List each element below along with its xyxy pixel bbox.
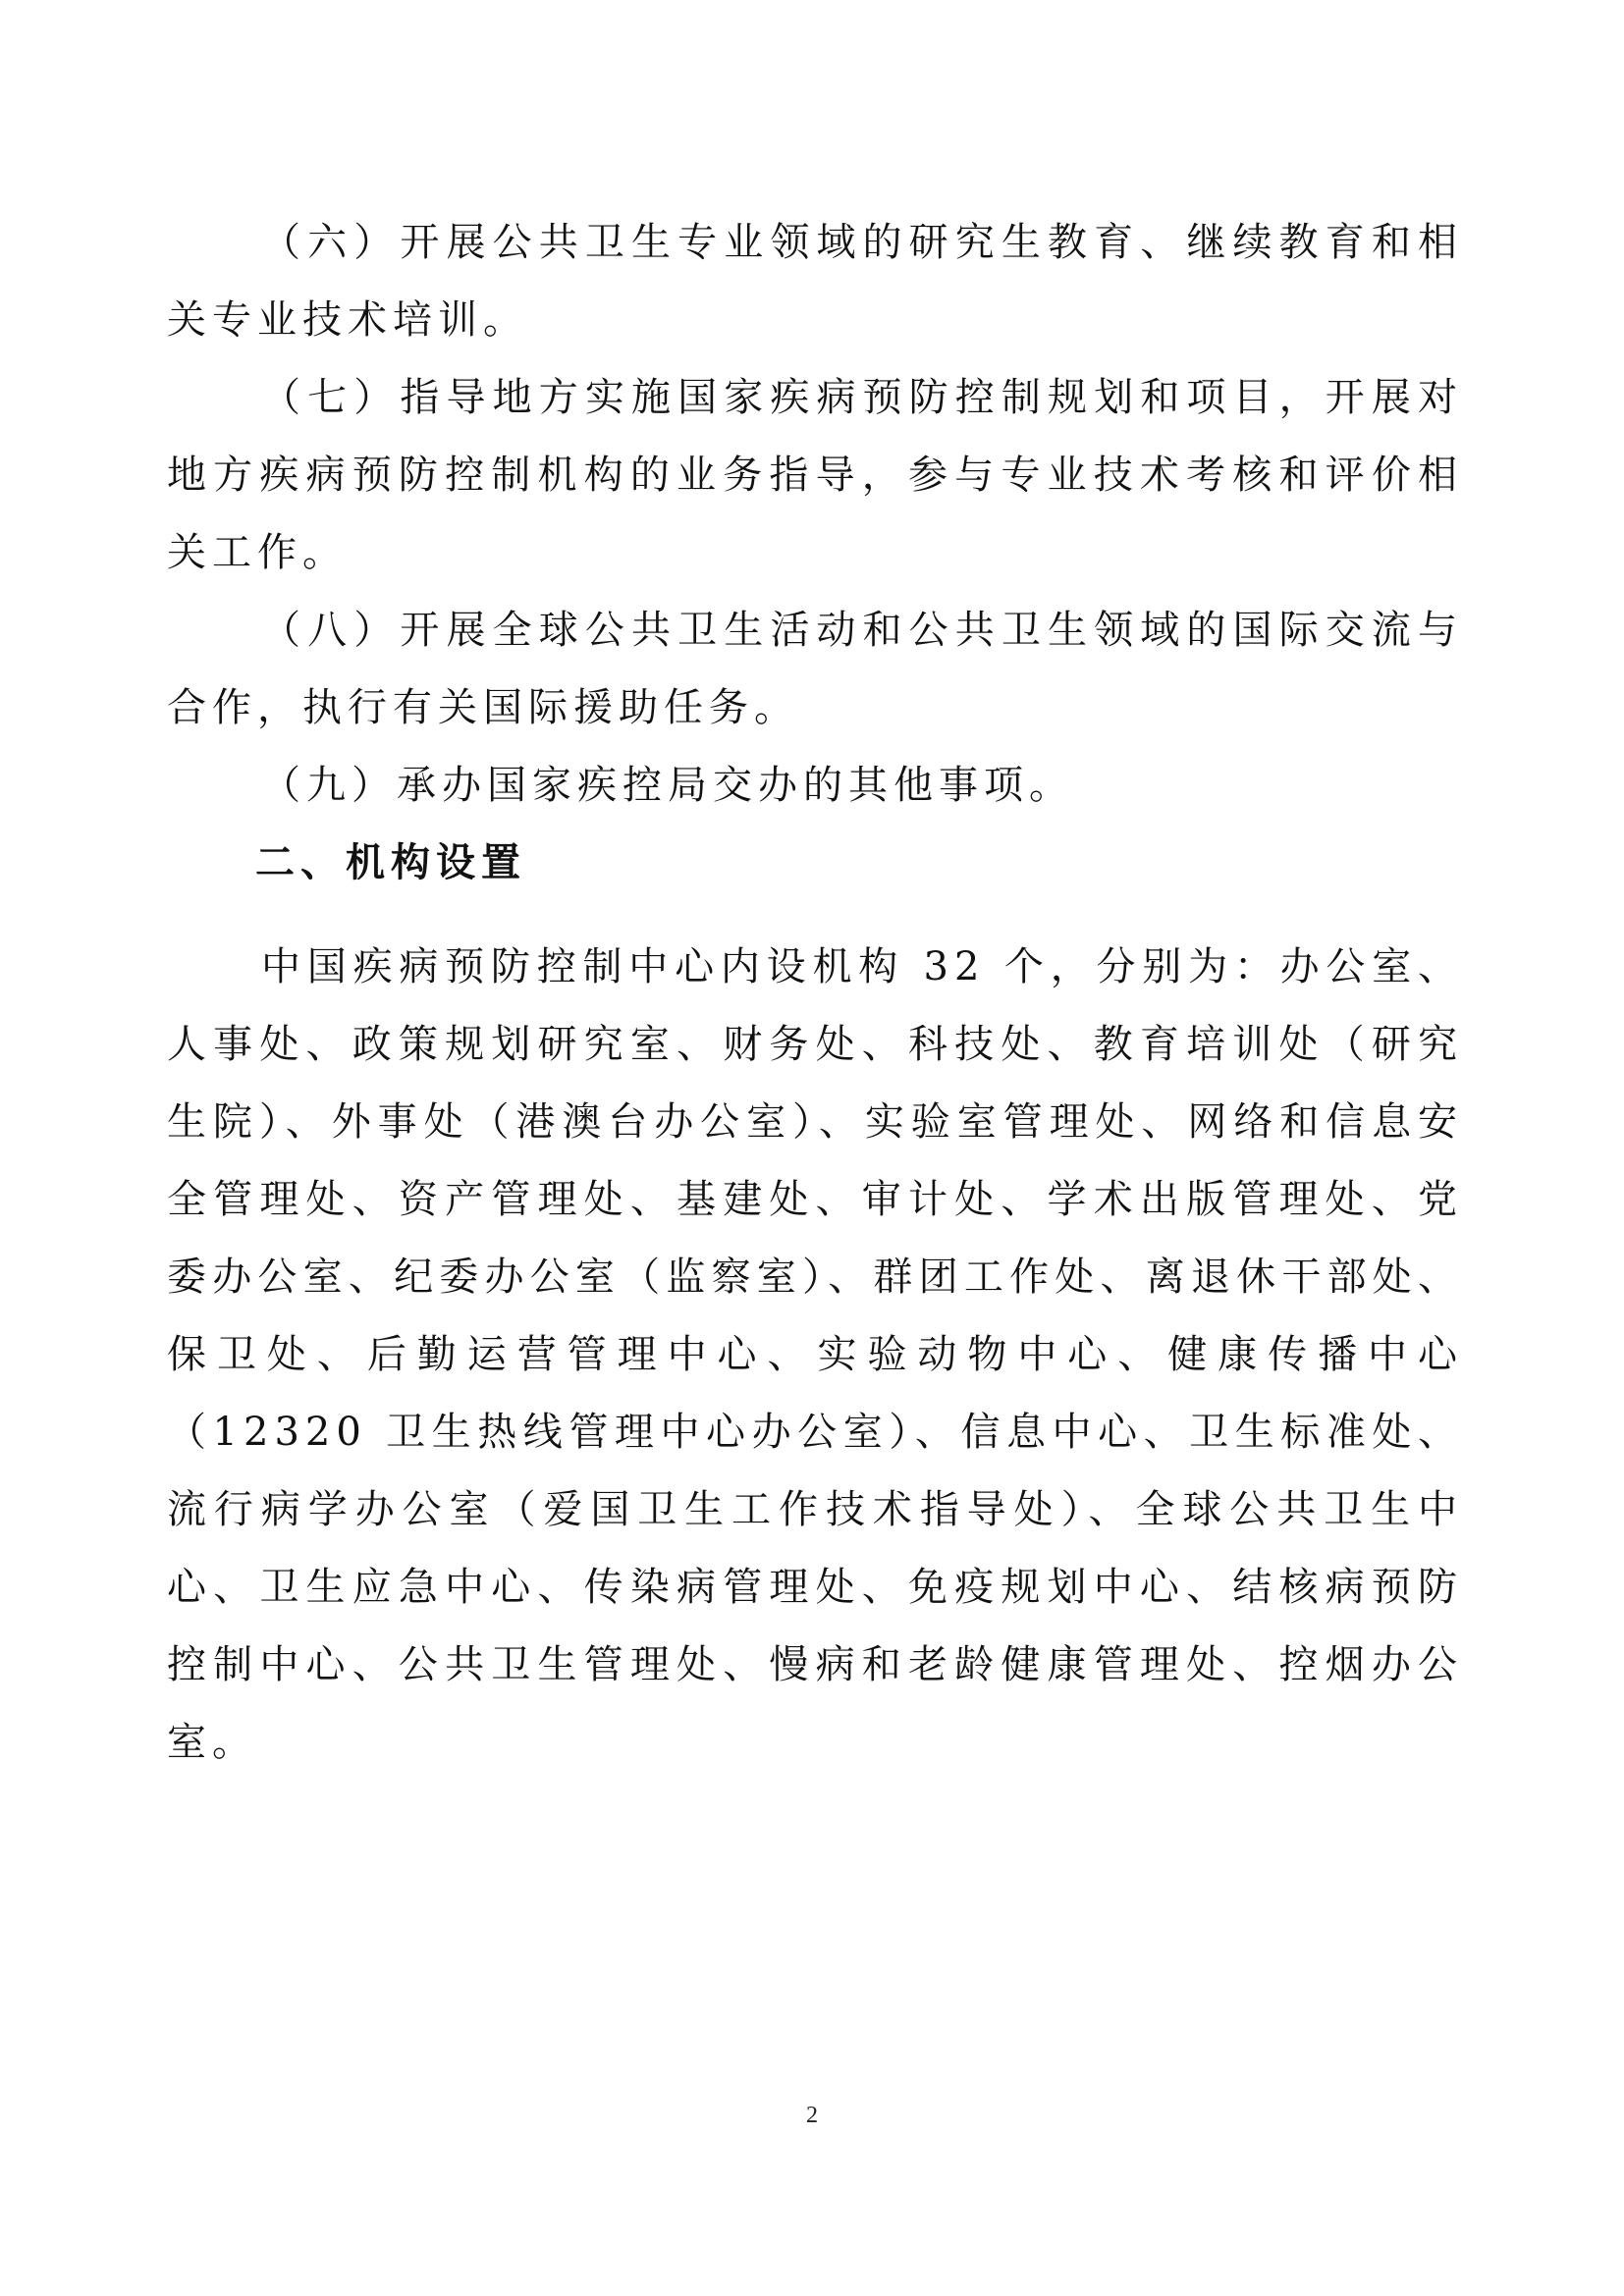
paragraph-item-7: （七）指导地方实施国家疾病预防控制规划和项目，开展对地方疾病预防控制机构的业务指导，参与专业技术考核和评价相关工作。 xyxy=(167,375,1463,575)
document-body xyxy=(167,204,1463,1782)
paragraph-item-6: （六）开展公共卫生专业领域的研究生教育、继续教育和相关专业技术培训。 xyxy=(167,220,1463,343)
page-number: 2 xyxy=(806,2103,818,2128)
section-heading-organization: 二、机构设置 xyxy=(255,840,526,885)
organization-list-paragraph: 中国疾病预防控制中心内设机构 32 个，分别为：办公室、人事处、政策规划研究室、财务处、科技处、教育培训处（研究生院）、外事处（港澳台办公室）、实验室管理处、网络和信息安全管理处、资产管理处、基建处、审计处、学术出版管理处、党委办公室、纪委办公室（监察室）、群团工作处、离退休干部处、保卫处、后勤运营管理中心、实验动物中心、健康传播中心（12320 卫生热线管理中心办公室）、信息中心、卫生标准处、流行病学办公室（爱国卫生工作技术指导处）、全球公共卫生中心、卫生应急中心、传染病管理处、免疫规划中心、结核病预防控制中心、公共卫生管理处、慢病和老龄健康管理处、控烟办公室。 xyxy=(167,944,1463,1765)
paragraph-item-9: （九）承办国家疾控局交办的其他事项。 xyxy=(261,763,1074,808)
paragraph-item-8: （八）开展全球公共卫生活动和公共卫生领域的国际交流与合作，执行有关国际援助任务。 xyxy=(167,608,1463,730)
